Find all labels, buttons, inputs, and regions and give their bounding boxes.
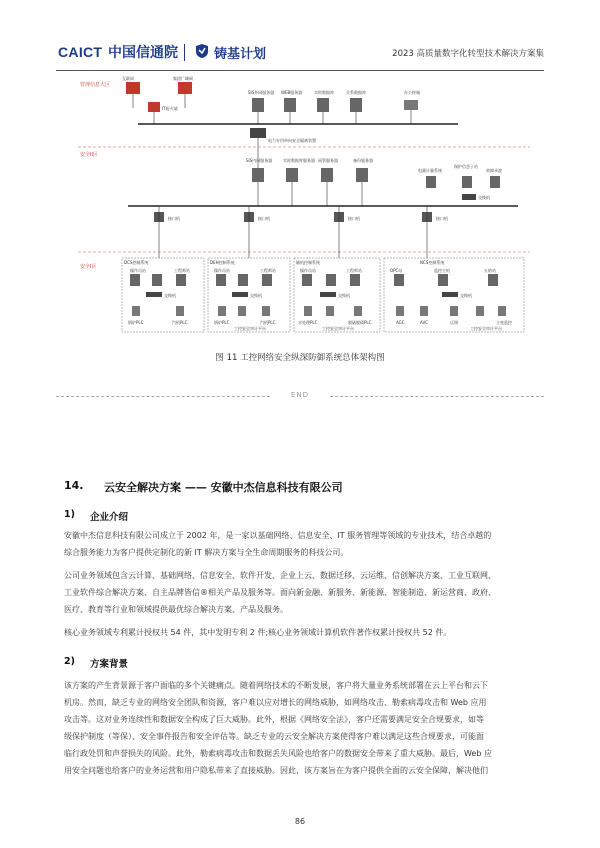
interface-label: 接口机	[168, 216, 180, 221]
workstation-icon	[438, 274, 448, 286]
workstation-icon	[152, 274, 162, 286]
workstation-icon	[216, 274, 226, 286]
background-paragraph	[64, 677, 538, 779]
plc-icon	[218, 306, 226, 316]
plc-label: 脱硫脱硝PLC	[348, 320, 372, 325]
workstation-icon	[176, 274, 186, 286]
switch-icon	[320, 292, 336, 297]
document-title: 2023 高质量数字化转型技术解决方案集	[392, 49, 544, 59]
server-icon	[284, 98, 296, 112]
page-header	[56, 38, 544, 70]
plc-label: 锅炉PLC	[128, 320, 144, 325]
page-number: 86	[294, 817, 306, 826]
right-label-meter: 电量计量系统	[418, 168, 442, 173]
switch-label: 交换机	[338, 293, 350, 298]
text-line: 医疗、教育等行业和领域提供最优综合解决方案、产品及服务。	[64, 605, 288, 614]
server-icon	[286, 168, 298, 182]
plc-label: 锅炉PLC	[214, 320, 230, 325]
zone-label-safety-1: 安全I区	[80, 264, 97, 270]
business-paragraph	[64, 567, 538, 618]
ctrl-label: 五防站	[484, 268, 496, 273]
plc-label: 工控安全审计平台	[234, 326, 266, 331]
header-divider	[56, 70, 544, 71]
text-line: 综合服务能力为客户提供定制化的新 IT 解决方案与全生命周期服务的科技公司。	[64, 548, 349, 557]
logo-separator	[184, 44, 185, 61]
switch-label: 交换机	[460, 293, 472, 298]
caict-logo-text: CAICT	[58, 44, 103, 60]
ctrl-label: OPC站	[390, 268, 403, 273]
server-icon	[490, 176, 500, 188]
system-label-aux: 辅机控制系统	[296, 260, 320, 265]
it-firewall-icon	[148, 102, 160, 112]
text-line: 安徽中杰信息科技有限公司成立于 2002 年，是一家以基础网络、信息安全、IT 服务管理等领域的专业技术，结合卓越的	[64, 531, 492, 540]
isolation-device-icon	[250, 128, 266, 138]
section-number: 14.	[64, 479, 84, 492]
plc-icon	[498, 306, 506, 316]
server-label-backup: 备份服务器	[353, 158, 373, 163]
text-line: 工业软件综合解决方案、自主品牌皆信®相关产品及服务等。面向新金融、新服务、新能源、智能制造、新运营商、政府、	[64, 588, 496, 597]
workstation-icon	[326, 274, 336, 286]
plc-icon	[420, 306, 428, 316]
plc-icon	[326, 306, 334, 316]
subsection-number: 1)	[64, 509, 75, 520]
end-marker: END	[290, 391, 310, 399]
plc-label: 远调	[450, 320, 458, 325]
workstation-icon	[394, 274, 404, 286]
interface-label: 接口机	[258, 216, 270, 221]
end-divider	[56, 391, 544, 401]
text-line: 该方案的产生背景源于客户面临的多个关键痛点。随着网络技术的不断发展，客户将大量业务系统部署在云上平台和云下	[64, 681, 488, 690]
server-label-rtdb2: 实时数据库服务器	[283, 158, 315, 163]
text-line: 攻击等。这对业务连续性和数据安全构成了巨大威胁。此外，根据《网络安全法》，客户还需要满足安全合规要求，如等	[64, 715, 484, 724]
text-line: 核心业务领域专利累计授权共 54 件，其中发明专利 2 件;核心业务领域计算机软件著作权累计授权共 52 件。	[64, 628, 452, 637]
wan-label: 集团广域网	[173, 76, 193, 81]
internet-firewall-icon	[126, 82, 140, 94]
system-label-dcs: DCS控制系统	[124, 260, 149, 265]
switch-icon	[442, 292, 458, 297]
architecture-diagram	[78, 76, 530, 340]
plc-label: AVC	[420, 320, 429, 325]
plc-label: 主变监控	[496, 320, 512, 325]
intro-paragraph	[64, 527, 538, 561]
server-icon	[317, 98, 329, 112]
patent-paragraph	[64, 624, 538, 641]
plc-icon	[176, 306, 184, 316]
caict-logo-chinese: 中国信通院	[108, 45, 178, 61]
plc-icon	[396, 306, 404, 316]
ctrl-label: 工程师站	[260, 268, 276, 273]
right-label-protect: 保护信息子站	[454, 164, 478, 169]
isolation-device-label: 电力专用单向安全隔离装置	[268, 138, 316, 143]
figure-caption: 图 11 工控网络安全纵深防御系统总体架构图	[215, 353, 385, 363]
ctrl-label: 工程师站	[346, 268, 362, 273]
server-icon	[252, 98, 264, 112]
internet-label: 互联网	[122, 76, 134, 81]
subsection-number: 2)	[64, 656, 75, 667]
zhuji-logo-icon	[194, 43, 210, 59]
server-label-sis-ext: SIS外网服务器	[248, 90, 275, 95]
workstation-icon	[262, 274, 272, 286]
workstation-icon	[302, 274, 312, 286]
workstation-icon	[130, 274, 140, 286]
plc-icon	[354, 306, 362, 316]
plc-icon	[238, 306, 246, 316]
ctrl-label: 监控主机	[434, 268, 450, 273]
section-title: 云安全解决方案 —— 安徽中杰信息科技有限公司	[104, 481, 343, 494]
ctrl-label: 操作员站	[130, 268, 146, 273]
plc-icon	[476, 306, 484, 316]
text-line: 级保护制度（等保）、安全事件报告和安全评估等。缺乏专业的云安全解决方案使得客户难以满足这些合规要求，可能面	[64, 732, 484, 741]
text-line: 用安全问题也给客户的业务运营和用户隐私带来了直接威胁。因此，该方案旨在为客户提供全面的云安全保障，解决他们	[64, 766, 488, 775]
interface-label: 接口机	[436, 216, 448, 221]
plc-label: 汽机PLC	[172, 320, 188, 325]
wan-firewall-icon	[178, 82, 192, 94]
plc-icon	[132, 306, 140, 316]
plc-icon	[450, 306, 458, 316]
server-label-sis-int: SIS内网服务器	[246, 158, 273, 163]
office-terminal-icon	[404, 100, 418, 110]
server-icon	[356, 168, 368, 182]
server-label-rtdb: 实时数据库	[314, 90, 334, 95]
it-firewall-label: IT防火墙	[162, 106, 178, 111]
plc-icon	[262, 306, 270, 316]
plc-label: AGC	[396, 320, 405, 325]
zhuji-logo-text: 铸基计划	[214, 47, 267, 62]
system-label-ncs: NCS控制系统	[420, 260, 445, 265]
right-label-fault: 故障录波	[486, 168, 502, 173]
switch-label: 交换机	[164, 293, 176, 298]
text-line: 机房。然而，缺乏专业的网络安全团队和资源，客户难以应对增长的网络威胁，如网络攻击、勒索病毒攻击和 Web 应用	[64, 698, 487, 707]
plc-icon	[304, 306, 312, 316]
server-icon	[426, 176, 436, 188]
ctrl-label: 工程师站	[174, 268, 190, 273]
workstation-icon	[238, 274, 248, 286]
zone-label-management: 管理信息大区	[80, 82, 111, 88]
server-icon	[462, 176, 472, 188]
plc-label: 工控安全审计平台	[322, 326, 354, 331]
server-label-netmgr: 网管服务器	[318, 158, 338, 163]
text-line: 临行政处罚和声誉损失的风险。此外，勒索病毒攻击和数据丢失风险也给客户的数据安全带来了重大威胁。最后，Web 应	[64, 749, 492, 758]
subsection-title: 方案背景	[90, 659, 129, 670]
server-icon	[321, 168, 333, 182]
end-line-right	[330, 396, 544, 397]
system-label-deh: DEH控制系统	[210, 260, 235, 265]
interface-label: 接口机	[348, 216, 360, 221]
subsection-title: 企业介绍	[90, 512, 129, 523]
plc-label: 工控安全审计平台	[470, 326, 502, 331]
server-icon	[252, 168, 264, 182]
server-label-office: 办公终端	[404, 90, 420, 95]
ctrl-label: 操作员站	[214, 268, 230, 273]
zone-label-safety-2: 安全II区	[80, 152, 98, 158]
text-line: 公司业务领域包含云计算、基础网络、信息安全、软件开发、企业上云、数据迁移、云运维、信创解决方案、工业互联网、	[64, 571, 496, 580]
plc-label: 水处理PLC	[298, 320, 318, 325]
server-label-rdb: 关系数据库	[346, 90, 366, 95]
switch-icon	[462, 194, 476, 200]
ctrl-label: 操作员站	[300, 268, 316, 273]
switch-label: 交换机	[250, 293, 262, 298]
workstation-icon	[488, 274, 498, 286]
switch-icon	[232, 292, 248, 297]
right-switch-label: 交换机	[478, 195, 490, 200]
server-label-web: WEB服务器	[281, 90, 303, 95]
switch-icon	[146, 292, 162, 297]
plc-label: 汽机PLC	[260, 320, 276, 325]
workstation-icon	[350, 274, 360, 286]
server-icon	[350, 98, 362, 112]
